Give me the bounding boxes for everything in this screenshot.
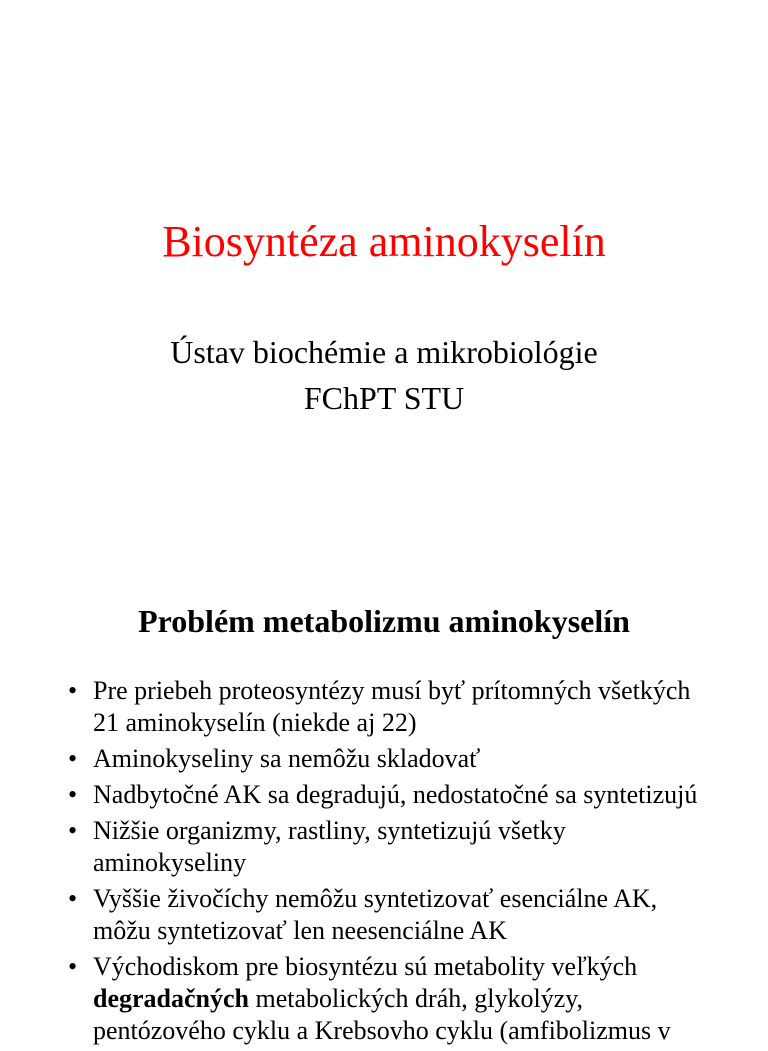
bullet-text: Východiskom pre biosyntézu sú metabolity veľkých (93, 952, 638, 981)
bullet-text: môžu syntetizovať len neesenciálne AK (93, 916, 507, 945)
bullet-text: aminokyseliny (93, 848, 247, 877)
bullet-text: Vyššie živočíchy nemôžu syntetizovať esenciálne AK, (93, 884, 658, 913)
bold-term: degradačných (93, 984, 249, 1013)
bullet-icon: • (68, 884, 78, 913)
faculty-name: FChPT STU (303, 380, 465, 416)
bullet-text: Pre priebeh proteosyntézy musí byť prítomných všetkých (93, 676, 691, 705)
list-item (0, 743, 768, 775)
bullet-icon: • (68, 676, 78, 705)
bullet-text: 21 aminokyselín (niekde aj 22) (93, 708, 417, 737)
list-item (0, 779, 768, 811)
bullet-icon: • (68, 952, 78, 981)
section-title: Problém metabolizmu aminokyselín (138, 603, 630, 639)
list-item (0, 675, 768, 739)
list-item (0, 951, 768, 1047)
bullet-text: Nižšie organizmy, rastliny, syntetizujú všetky (93, 816, 566, 845)
bullet-list (0, 675, 768, 1051)
list-item (0, 815, 768, 879)
list-item (0, 883, 768, 947)
bullet-text: metabolických dráh, glykolýzy, (249, 984, 584, 1013)
bullet-text: Nadbytočné AK sa degradujú, nedostatočné sa syntetizujú (93, 780, 698, 809)
slide-title: Biosyntéza aminokyselín (162, 217, 606, 266)
bullet-text: Aminokyseliny sa nemôžu skladovať (93, 744, 481, 773)
institute-name: Ústav biochémie a mikrobiológie (170, 334, 598, 370)
bullet-icon: • (68, 780, 78, 809)
bullet-text: pentózového cyklu a Krebsovho cyklu (amfibolizmus v (93, 1016, 671, 1045)
bullet-icon: • (68, 816, 78, 845)
bullet-icon: • (68, 744, 78, 773)
